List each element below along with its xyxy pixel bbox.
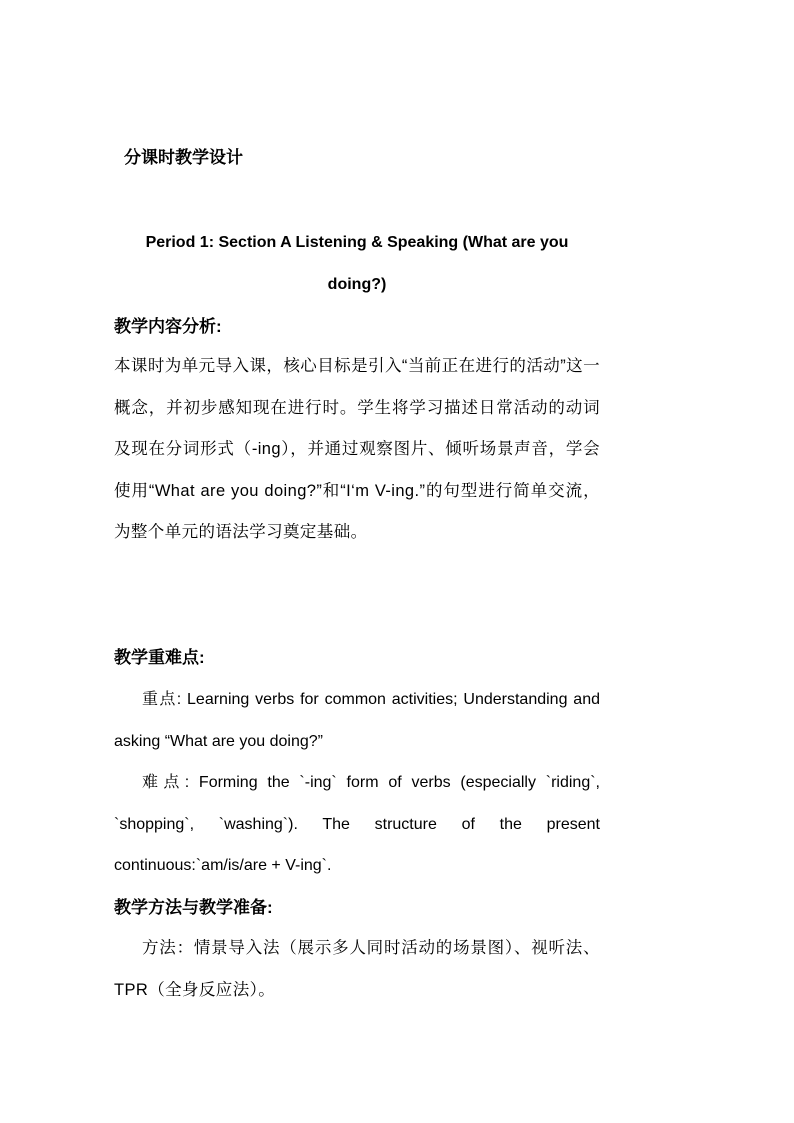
content-analysis-paragraph: 本课时为单元导入课，核心目标是引入“当前正在进行的活动”这一概念，并初步感知现在进行时。学生将学习描述日常活动的动词及现在分词形式（-ing），并通过观察图片、倾听场景声音，学会使用“What are you doing?”和“I‘m V-ing.”的句型进行简单交流，为整个单元的语法学习奠定基础。 [114,357,600,541]
content-analysis-heading: 教学内容分析: [114,317,222,336]
period-title-line-1: Period 1: Section A Listening & Speaking (What are you [145,234,569,251]
key-point-paragraph: 重点: Learning verbs for common activities; Understanding and asking “What are you doing?” [114,691,600,750]
period-title-line-2: doing?) [327,276,387,293]
difficult-point-paragraph: 难点: Forming the `-ing` form of verbs (especially `riding`, `shopping`, `washing`). The structure of the present continuous:`am/is/are + V-ing`. [114,774,600,874]
document-title: 分课时教学设计 [124,148,243,167]
methods-heading: 教学方法与教学准备: [114,898,273,917]
key-difficult-heading: 教学重难点: [114,648,205,667]
methods-paragraph: 方法：情景导入法（展示多人同时活动的场景图）、视听法、TPR（全身反应法）。 [114,939,600,999]
